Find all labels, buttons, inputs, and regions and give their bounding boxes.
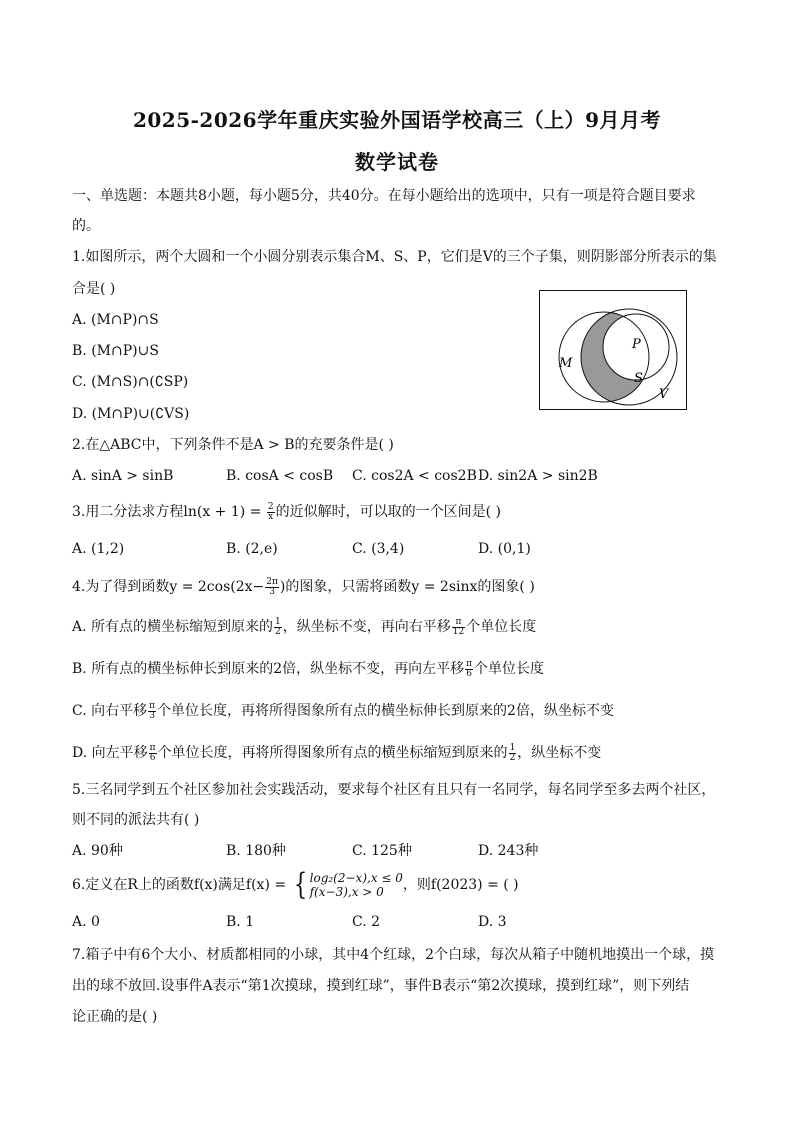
q4-a-frac1-den: 2 bbox=[275, 626, 281, 637]
q4-d-frac2-num: 1 bbox=[509, 742, 516, 753]
q2-option-a: A. sinA > sinB bbox=[72, 468, 174, 484]
q6-option-d: D. 3 bbox=[478, 914, 507, 930]
venn-label-v: V bbox=[659, 387, 669, 402]
exam-subtitle: 数学试卷 bbox=[355, 150, 439, 174]
q3-stem bbox=[72, 502, 501, 522]
q4-d-pre: D. 向左平移 bbox=[72, 745, 148, 761]
venn-label-p: P bbox=[632, 337, 641, 352]
q4-fraction bbox=[265, 578, 279, 597]
q3-frac-den: x bbox=[268, 511, 274, 522]
q1-option-a: A. (M∩P)∩S bbox=[72, 312, 159, 328]
q3-option-b: B. (2,e) bbox=[226, 541, 278, 557]
q5-stem-line1: 5.三名同学到五个社区参加社会实践活动，要求每个社区有且只有一名同学，每名同学至多去两个社区， bbox=[72, 782, 716, 798]
q4-a-pre: A. 所有点的横坐标缩短到原来的 bbox=[72, 619, 274, 635]
q4-stem-pre: 4.为了得到函数y = 2cos(2x− bbox=[72, 579, 265, 595]
q4-frac-den: 3 bbox=[269, 586, 275, 597]
q2-option-c: C. cos2A < cos2B bbox=[352, 468, 477, 484]
q5-option-b: B. 180种 bbox=[226, 843, 286, 859]
q3-stem-pre: 3.用二分法求方程ln(x + 1) = bbox=[72, 504, 266, 520]
q4-d-frac1-den: 6 bbox=[149, 752, 156, 763]
q4-stem bbox=[72, 577, 535, 597]
q6-stem bbox=[72, 868, 519, 902]
q1-option-c: C. (M∩S)∩(∁SP) bbox=[72, 374, 189, 390]
q3-fraction bbox=[267, 503, 275, 522]
section1-line2: 的。 bbox=[72, 218, 100, 234]
q4-b-post: 个单位长度 bbox=[474, 661, 545, 677]
exam-title: 2025-2026学年重庆实验外国语学校高三（上）9月月考 bbox=[132, 108, 662, 132]
q4-a-mid: ，纵坐标不变，再向右平移 bbox=[282, 619, 451, 635]
q3-option-d: D. (0,1) bbox=[478, 541, 531, 557]
q4-a-frac1 bbox=[274, 618, 282, 637]
venn-label-m: M bbox=[559, 356, 573, 371]
q4-a-frac2 bbox=[452, 618, 465, 637]
section1-line1: 一、单选题：本题共8小题，每小题5分，共40分。在每小题给出的选项中，只有一项是符合题目要求 bbox=[72, 188, 696, 204]
q3-frac-num: 2 bbox=[267, 501, 274, 512]
q4-d-frac1 bbox=[149, 744, 157, 763]
q4-a-frac2-num: π bbox=[452, 618, 465, 628]
q4-d-frac2 bbox=[509, 744, 517, 763]
q6-case1: log₂(2−x),x ≤ 0 bbox=[309, 871, 403, 885]
q1-option-b: B. (M∩P)∪S bbox=[72, 343, 159, 359]
q1-stem-line2: 合是( ) bbox=[72, 281, 116, 297]
q7-stem-line3: 论正确的是( ) bbox=[72, 1009, 158, 1025]
q6-cases bbox=[310, 871, 403, 899]
q3-option-a: A. (1,2) bbox=[72, 541, 125, 557]
q4-d-mid: 个单位长度，再将所得图象所有点的横坐标缩短到原来的 bbox=[157, 745, 508, 761]
q6-option-c: C. 2 bbox=[352, 914, 381, 930]
q3-stem-post: 的近似解时，可以取的一个区间是( ) bbox=[275, 504, 501, 520]
q5-option-d: D. 243种 bbox=[478, 843, 539, 859]
q1-stem-line1: 1.如图所示，两个大圆和一个小圆分别表示集合M、S、P，它们是V的三个子集，则阴影部分所表示的集 bbox=[72, 249, 717, 265]
q4-a-post: 个单位长度 bbox=[466, 619, 537, 635]
q4-stem-post: )的图象，只需将函数y = 2sinx的图象( ) bbox=[279, 579, 535, 595]
q4-b-pre: B. 所有点的横坐标伸长到原来的2倍，纵坐标不变，再向左平移 bbox=[72, 661, 465, 677]
q7-stem-line2: 出的球不放回.设事件A表示“第1次摸球，摸到红球”，事件B表示“第2次摸球，摸到红球”，则下列结 bbox=[72, 978, 690, 994]
q5-option-a: A. 90种 bbox=[72, 843, 123, 859]
q6-stem-pre: 6.定义在R上的函数f(x)满足f(x) = bbox=[72, 877, 291, 893]
q2-option-d: D. sin2A > sin2B bbox=[478, 468, 598, 484]
q4-d-frac1-num: π bbox=[149, 742, 156, 753]
q6-brace: { bbox=[293, 867, 307, 902]
q2-option-b: B. cosA < cosB bbox=[226, 468, 334, 484]
q1-option-d: D. (M∩P)∪(∁VS) bbox=[72, 406, 190, 422]
venn-diagram bbox=[539, 290, 687, 410]
q6-stem-post: ，则f(2023) = ( ) bbox=[402, 877, 519, 893]
q4-option-b bbox=[72, 659, 544, 679]
q4-c-post: 个单位长度，再将所得图象所有点的横坐标伸长到原来的2倍，纵坐标不变 bbox=[157, 703, 614, 719]
q4-c-pre: C. 向右平移 bbox=[72, 703, 148, 719]
q4-b-frac bbox=[465, 660, 473, 679]
venn-label-s: S bbox=[634, 371, 643, 386]
q4-option-a bbox=[72, 617, 536, 637]
q6-option-b: B. 1 bbox=[226, 914, 255, 930]
q4-b-frac-num: π bbox=[466, 658, 473, 669]
q3-option-c: C. (3,4) bbox=[352, 541, 405, 557]
q4-option-c bbox=[72, 701, 614, 721]
q6-option-a: A. 0 bbox=[72, 914, 100, 930]
q4-b-frac-den: 6 bbox=[466, 668, 472, 679]
q4-a-frac1-num: 1 bbox=[275, 616, 281, 627]
q2-stem: 2.在△ABC中，下列条件不是A > B的充要条件是( ) bbox=[72, 437, 394, 453]
q4-option-d bbox=[72, 743, 601, 763]
q5-option-c: C. 125种 bbox=[352, 843, 412, 859]
q4-c-frac-den: 3 bbox=[149, 710, 155, 721]
q4-frac-num: 2π bbox=[266, 576, 278, 587]
q4-a-frac2-den: 12 bbox=[452, 626, 465, 637]
q7-stem-line1: 7.箱子中有6个大小、材质都相同的小球，其中4个红球，2个白球，每次从箱子中随机地摸出一个球，摸 bbox=[72, 947, 715, 963]
q4-c-frac bbox=[148, 702, 156, 721]
q4-d-post: ，纵坐标不变 bbox=[517, 745, 602, 761]
q6-case2: f(x−3),x > 0 bbox=[309, 885, 384, 899]
q4-c-frac-num: π bbox=[149, 700, 156, 711]
q4-d-frac2-den: 2 bbox=[509, 752, 516, 763]
q5-stem-line2: 则不同的派法共有( ) bbox=[72, 812, 200, 828]
